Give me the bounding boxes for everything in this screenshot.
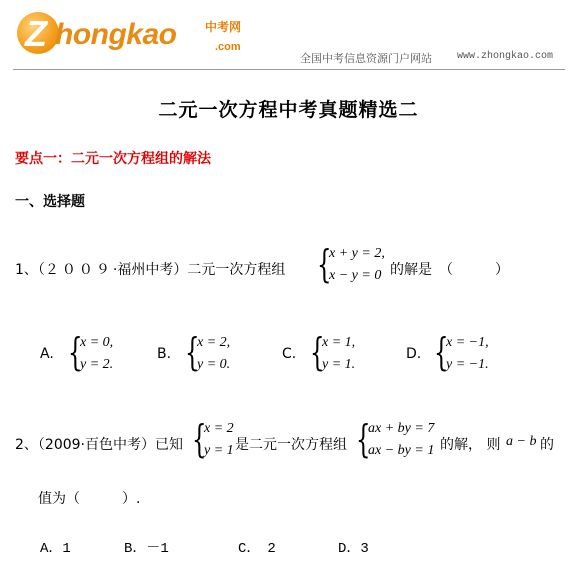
brace-icon: { <box>434 330 449 374</box>
q2-option-d[interactable]: D．3 <box>338 541 369 557</box>
option-line: x = −1, <box>446 335 489 350</box>
logo-z: Z <box>25 13 47 54</box>
q2-expression: a − b <box>506 434 537 449</box>
q2-eq-1: ax + by = 7 <box>368 421 435 436</box>
option-line: y = −1. <box>446 357 489 372</box>
brace-icon: { <box>356 417 371 461</box>
q2-option-c[interactable]: C． 2 <box>238 541 276 557</box>
brace-icon: { <box>192 417 207 461</box>
q2-eq-2: ax − by = 1 <box>368 443 435 458</box>
q2-given-2: y = 1 <box>204 443 234 458</box>
q2-tail: 的解， 则 <box>440 437 501 453</box>
option-line: x = 0, <box>80 335 114 350</box>
question-2-lead: 2、（2009·百色中考）已知 <box>15 437 183 453</box>
question-1-stem <box>15 259 285 279</box>
option-line: x = 1, <box>322 335 356 350</box>
q1-eq-1: x + y = 2, <box>329 246 385 261</box>
brace-icon: { <box>310 330 325 374</box>
q2-option-a[interactable]: A．1 <box>40 541 71 557</box>
key-point-heading: 要点一：二元一次方程组的解法 <box>15 151 211 167</box>
q1-source: ·福州中考）二元一次方程组 <box>112 262 286 278</box>
q1-tail: 的解是 （ ） <box>390 262 509 278</box>
option-line: y = 1. <box>322 357 356 372</box>
section-heading: 一、选择题 <box>15 194 85 210</box>
brace-icon: { <box>317 242 332 286</box>
site-url[interactable]: www.zhongkao.com <box>457 51 554 62</box>
logo-wordmark: hongkao <box>55 18 177 51</box>
q1-number: 1、（ <box>15 262 45 278</box>
option-label: A. <box>40 346 54 362</box>
option-label: D. <box>406 346 422 362</box>
q2-given-1: x = 2 <box>204 421 234 436</box>
site-tagline: 全国中考信息资源门户网站 <box>300 52 432 65</box>
q2-option-b[interactable]: B．－1 <box>124 541 169 557</box>
option-label: B. <box>157 346 172 362</box>
q2-tail2: 的 <box>540 437 554 453</box>
header-divider <box>13 69 565 70</box>
brace-icon: { <box>68 330 83 374</box>
logo-domain: .com <box>215 41 241 53</box>
option-line: x = 2, <box>197 335 231 350</box>
q1-year: ２００９ <box>44 262 113 278</box>
q2-line-2: 值为（ ）. <box>38 491 141 507</box>
option-label: C. <box>282 346 297 362</box>
option-line: y = 0. <box>197 357 231 372</box>
brace-icon: { <box>185 330 200 374</box>
page-title: 二元一次方程中考真题精选二 <box>158 99 419 121</box>
logo-chinese: 中考网 <box>205 20 242 34</box>
q1-eq-2: x − y = 0 <box>329 268 382 283</box>
q2-mid: 是二元一次方程组 <box>235 437 347 453</box>
option-line: y = 2. <box>80 357 114 372</box>
